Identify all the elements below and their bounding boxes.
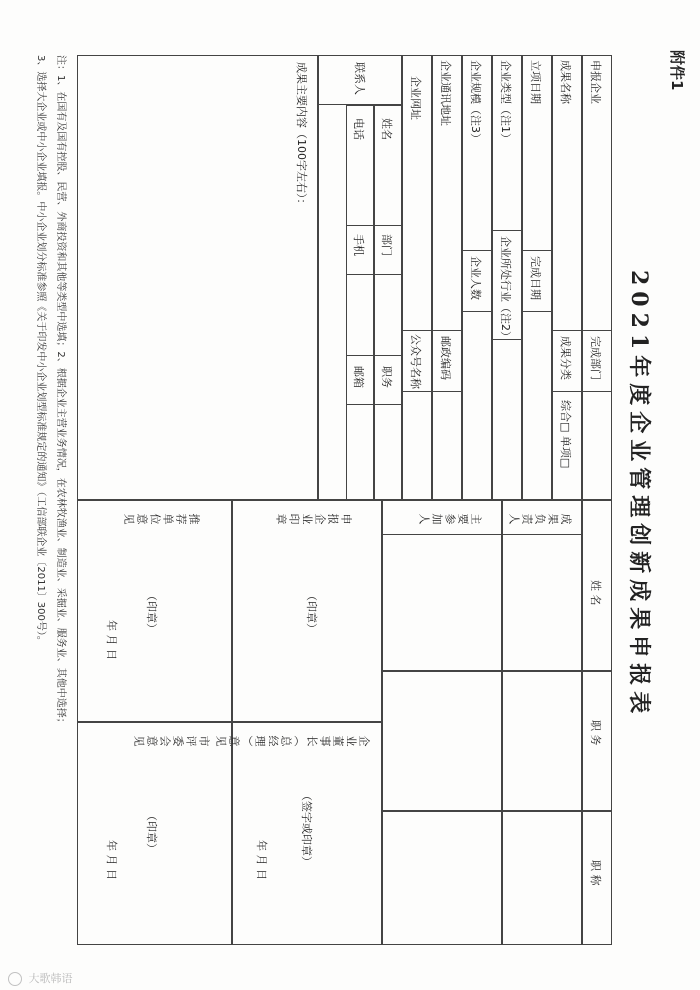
label-recommender-opinion: 推荐单位意见 [122, 512, 200, 525]
chairman-sign-mark: （签字或印章） [300, 790, 313, 867]
label-contact-position: 职务 [380, 366, 393, 388]
company-seal-mark: （印章） [305, 590, 318, 634]
label-mailing-address: 企业通讯地址 [439, 60, 452, 126]
label-applicant-company: 申报企业 [589, 60, 602, 104]
label-industry: 企业所处行业（注2） [499, 236, 512, 342]
label-contact: 联系人 [353, 62, 366, 95]
col-title: 职 称 [589, 860, 602, 886]
label-official-account: 公众号名称 [409, 334, 422, 389]
label-contact-phone: 电话 [352, 118, 365, 140]
watermark-logo-icon [8, 972, 22, 986]
form-title: 2021年度企业管理创新成果申报表 [626, 270, 652, 720]
label-postal-code: 邮政编码 [439, 336, 452, 380]
participants-block [382, 500, 502, 945]
chairman-date: 年 月 日 [255, 840, 268, 880]
recommender-date: 年 月 日 [105, 620, 118, 660]
label-website: 企业网址 [409, 76, 422, 120]
leader-block [502, 500, 582, 945]
label-completion-dept: 完成部门 [589, 336, 602, 380]
row-applicant [582, 55, 612, 500]
col-position: 职 务 [589, 720, 602, 746]
attachment-label: 附件1 [668, 50, 686, 91]
category-options: 综合□ 单项□ [559, 400, 572, 469]
row-website [402, 55, 432, 500]
label-participants: 主要参加人 [417, 512, 482, 525]
label-achievement-name: 成果名称 [559, 60, 572, 104]
note-line-2: 3、选择大企业或中小企业填报。中小企业划分标准参照《关于印发中小企业划型标准规定的通知》（工信部联企业〔2011〕300号）。 [35, 55, 46, 646]
recommender-seal-mark: （印章） [145, 590, 158, 634]
label-summary: 成果主要内容（100字左右）： [295, 62, 308, 210]
watermark-text: 大歌韩语 [28, 972, 73, 985]
city-seal-mark: （印章） [145, 810, 158, 854]
label-contact-mobile: 手机 [352, 234, 365, 256]
label-company-scale: 企业规模（注3） [469, 60, 482, 144]
label-leader: 成果负责人 [507, 512, 572, 525]
watermark [8, 970, 73, 986]
city-date: 年 月 日 [105, 840, 118, 880]
contact-row-1 [374, 105, 402, 500]
label-company-seal: 申报企业印章 [274, 512, 352, 525]
label-employees: 企业人数 [469, 256, 482, 300]
label-contact-department: 部门 [380, 234, 393, 256]
note-line-1: 注：1、在国有及国有控股、民营、外商投资和其他等类型中选填；2、根据企业主营业务情况，在农林牧渔业、制造业、采掘业、服务业、其他中选择； [55, 55, 66, 728]
contact-row-2 [346, 105, 374, 500]
label-contact-name: 姓名 [380, 118, 393, 140]
label-company-type: 企业类型（注1） [499, 60, 512, 144]
col-name: 姓 名 [589, 580, 602, 606]
label-completion-date: 完成日期 [529, 256, 542, 300]
summary-box [77, 55, 318, 500]
label-project-date: 立项日期 [529, 60, 542, 104]
label-city-opinion: 市评委会意见 [132, 734, 210, 747]
label-chairman-opinion: 企业董事长（总经理）意见 [214, 734, 370, 747]
label-contact-email: 邮箱 [352, 366, 365, 388]
label-achievement-category: 成果分类 [559, 336, 572, 380]
